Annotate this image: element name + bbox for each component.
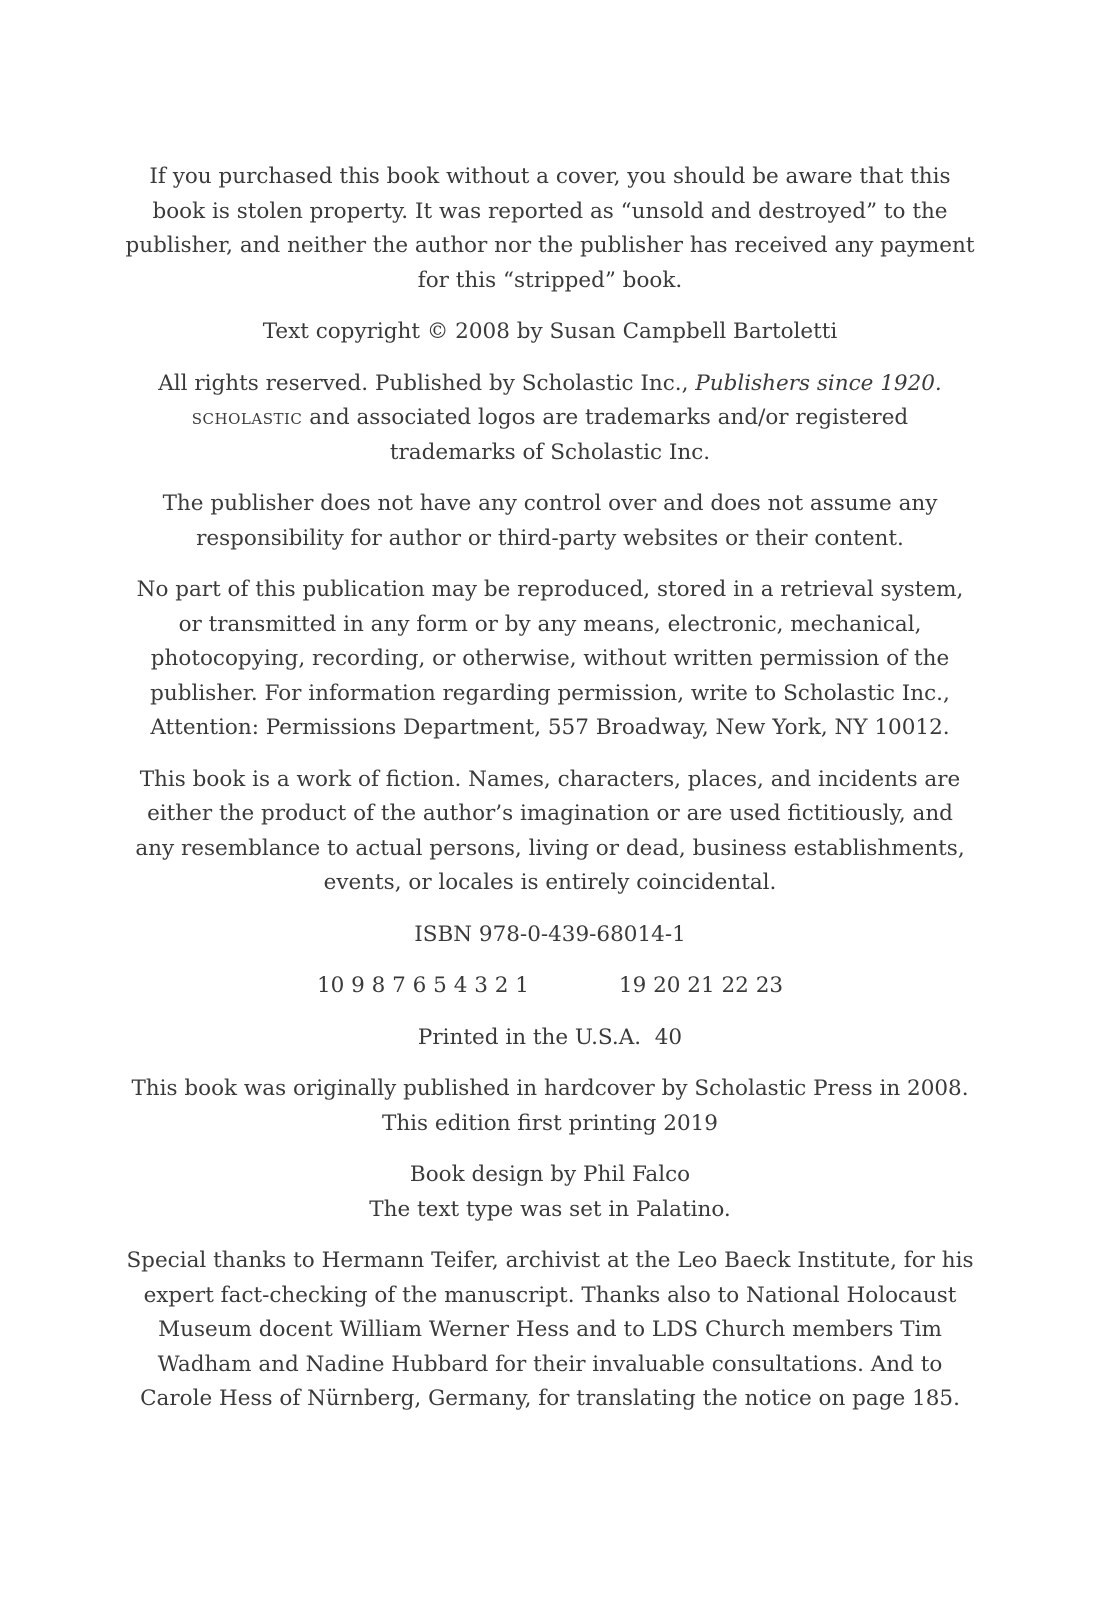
publishers-since: Publishers since 1920. xyxy=(695,370,942,396)
fiction-line: This book is a work of fiction. Names, characters, places, and incidents are xyxy=(139,766,961,792)
notice-line: for this “stripped” book. xyxy=(417,267,683,293)
printed-in-line: Printed in the U.S.A. 40 xyxy=(417,1024,683,1050)
rights-statement xyxy=(100,367,1000,471)
isbn-block xyxy=(100,918,1000,953)
printing-numbers: 10 9 8 7 6 5 4 3 2 1 xyxy=(316,973,529,998)
fiction-line: events, or locales is entirely coincidental. xyxy=(323,870,777,895)
fiction-disclaimer xyxy=(100,763,1000,901)
acknowledgments xyxy=(100,1244,1000,1417)
printed-in xyxy=(100,1021,1000,1056)
rights-line-1 xyxy=(100,367,1000,402)
reproduction-line: photocopying, recording, or otherwise, without written permission of the xyxy=(150,646,950,671)
stripped-book-notice xyxy=(100,160,1000,298)
scholastic-trademark: scholastic xyxy=(191,405,303,430)
edition-line: This book was originally published in hardcover by Scholastic Press in 2008. xyxy=(131,1076,969,1101)
copyright-line: Text copyright © 2008 by Susan Campbell Bartoletti xyxy=(262,319,838,344)
design-line: Book design by Phil Falco xyxy=(409,1162,691,1187)
printing-numbers-row xyxy=(100,969,1000,1004)
reproduction-notice xyxy=(100,573,1000,746)
reproduction-line: or transmitted in any form or by any means, electronic, mechanical, xyxy=(178,611,922,637)
copyright-statement xyxy=(100,315,1000,350)
reproduction-line: No part of this publication may be reproduced, stored in a retrieval system, xyxy=(136,577,964,602)
rights-line-3: trademarks of Scholastic Inc. xyxy=(389,439,711,465)
printing-years: 19 20 21 22 23 xyxy=(618,973,784,998)
printing-line xyxy=(100,969,1000,1004)
rights-line-2 xyxy=(100,401,1000,436)
fiction-line: either the product of the author’s imagination or are used fictitiously, and xyxy=(147,801,953,826)
fiction-line: any resemblance to actual persons, living or dead, business establishments, xyxy=(135,835,965,861)
thanks-line: Carole Hess of Nürnberg, Germany, for translating the notice on page 185. xyxy=(140,1386,960,1411)
thanks-line: Museum docent William Werner Hess and to LDS Church members Tim xyxy=(158,1317,942,1342)
design-credits xyxy=(100,1158,1000,1227)
rights-text: All rights reserved. Published by Scholastic Inc., xyxy=(158,370,696,396)
isbn: ISBN 978-0-439-68014-1 xyxy=(414,921,686,947)
design-line: The text type was set in Palatino. xyxy=(369,1196,731,1222)
rights-text: and associated logos are trademarks and/or registered xyxy=(302,405,909,430)
copyright-content xyxy=(100,160,1000,1434)
thanks-line: Special thanks to Hermann Teifer, archivist at the Leo Baeck Institute, for his xyxy=(126,1248,974,1273)
edition-line: This edition first printing 2019 xyxy=(381,1110,718,1136)
thanks-line: expert fact-checking of the manuscript. Thanks also to National Holocaust xyxy=(143,1282,957,1308)
reproduction-line: publisher. For information regarding permission, write to Scholastic Inc., xyxy=(150,680,950,706)
disclaimer-line: The publisher does not have any control over and does not assume any xyxy=(162,491,938,516)
reproduction-line: Attention: Permissions Department, 557 Broadway, New York, NY 10012. xyxy=(150,715,950,740)
notice-line: publisher, and neither the author nor the publisher has received any payment xyxy=(125,233,975,258)
thanks-line: Wadham and Nadine Hubbard for their invaluable consultations. And to xyxy=(157,1351,943,1377)
edition-notice xyxy=(100,1072,1000,1141)
disclaimer-line: responsibility for author or third-party websites or their content. xyxy=(196,525,904,551)
notice-line: If you purchased this book without a cover, you should be aware that this xyxy=(149,164,951,189)
notice-line: book is stolen property. It was reported as “unsold and destroyed” to the xyxy=(152,198,948,224)
website-disclaimer xyxy=(100,487,1000,556)
